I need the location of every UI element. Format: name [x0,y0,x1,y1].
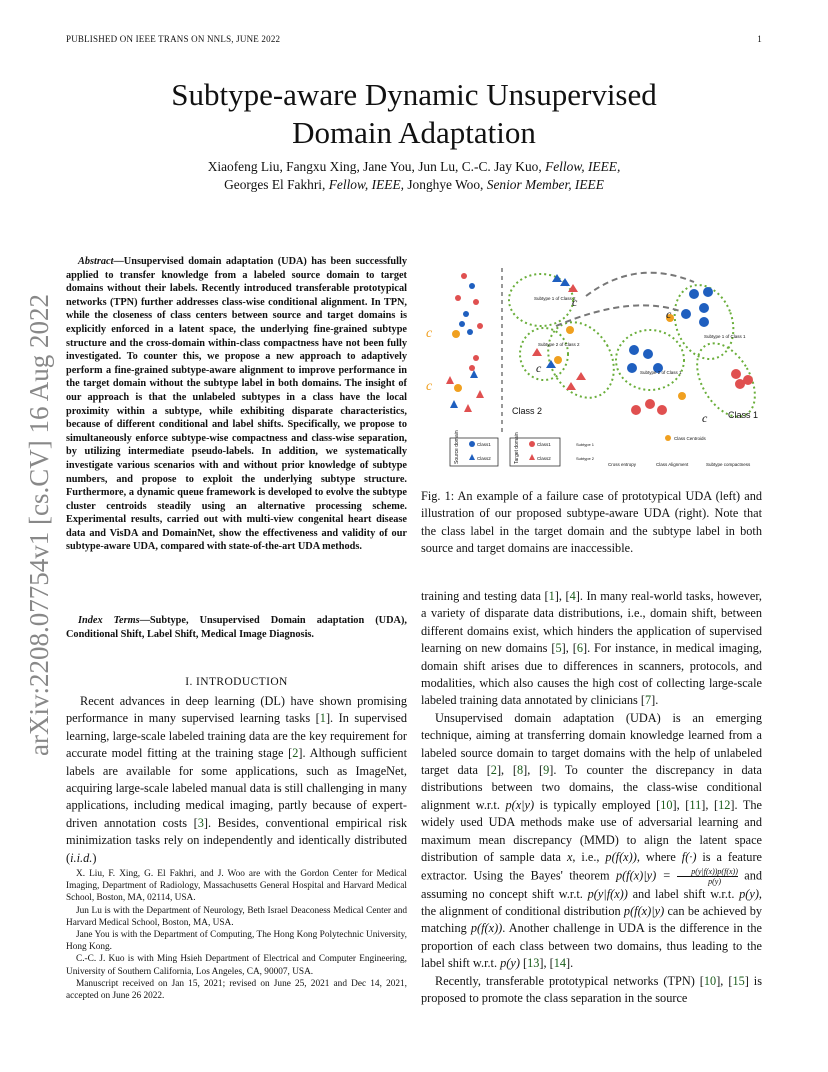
section-heading: I. INTRODUCTION [185,676,288,688]
legend-target-label: Target domain [514,432,520,464]
legend-cross-entropy-label: Cross entropy [608,462,637,467]
arxiv-stamp-svg [12,278,58,758]
class1-label: Class 1 [728,410,759,420]
footnote: Manuscript received on Jan 15, 2021; revised on June 25, 2021 and Dec 14, 2021, accepted on June 26 2022. [66,978,407,1002]
abstract [66,255,407,554]
citation-link[interactable]: 14 [553,956,567,971]
author-title: Senior Member, IEEE [486,177,604,192]
figure-illustration [426,262,766,474]
figure-caption: Fig. 1: An example of a failure case of prototypical UDA (left) and illustration of our proposed subtype-aware UDA (right). Note that the class label in the target domain and the subtype label in both source and target domains are inaccessible. [421,489,762,556]
authors-line-2b: Jonghye Woo, [407,177,484,192]
citation-link[interactable]: 15 [732,973,745,988]
arxiv-id-text: arXiv:2208.07754v1 [cs.CV] 16 Aug 2022 [24,294,54,756]
subtype-label: Subtype 1 of Class 1 [704,334,746,339]
abstract-text: —Unsupervised domain adaptation (UDA) has been successfully applied to transfer knowledge from a labeled source domain to target domains without their labels. Recently introduced transferable prototypical networks (TPN) further addresses class-wise conditional alignment. In TPN, while the closeness of class centers between source and target domains is explicitly enforced in a latent space, the underlying fine-grained subtype structure and the cross-domain within-class compactness have not been fully investigated. To counter this, we propose a new approach to adaptively perform a fine-grained subtype-aware alignment to improve performance in the target domain without the subtype label in both domains. The insight of our approach is that the unlabeled subtypes in a class have the local proximity within a subtype, while exhibiting disparate characteristics, because of different conditional and label shifts. Specifically, we propose to simultaneously enforce subtype-wise compactness and class-wise separation, by utilizing intermediate pseudo-labels. In addition, we systematically investigate various scenarios with and without prior knowledge of subtype numbers, and propose to exploit the underlying subtype structure. Furthermore, a dynamic queue framework is developed to evolve the subtype cluster centroids steadily using an alternative processing scheme. Experimental results, carried out with multi-view congenital heart disease data and VisDA and DomainNet, show the effectiveness and validity of our subtype-aware UDA, compared with state-of-the-art UDA methods. [66,256,407,553]
subtype-label: Subtype 2 of Class 1 [640,370,682,375]
citation-link[interactable]: 1 [319,711,326,726]
citation-link[interactable]: 13 [527,956,540,971]
citation-link[interactable]: 1 [548,589,555,603]
author-title: Fellow, IEEE, [328,177,404,192]
legend-subtype1-label: Subtype 1 [576,442,595,447]
legend-centroid-label: Class Centroids [674,436,706,441]
subtype-label: Subtype 1 of Class 2 [534,296,576,301]
legend-class1-label: Class1 [537,442,551,447]
svg-text:c: c [536,361,542,375]
author-list [66,158,762,194]
index-terms [66,614,407,641]
legend-subtype2-label: Subtype 2 [576,456,595,461]
citation-link[interactable]: 3 [197,815,204,830]
citation-link[interactable]: 10 [703,973,717,988]
legend-class-alignment-label: Class Alignment [656,462,689,467]
class2-label: Class 2 [512,406,543,416]
title-line-1: Subtype-aware Dynamic Unsupervised [171,77,657,112]
running-header [66,34,762,44]
citation-link[interactable]: 2 [292,746,299,761]
paper-title [66,76,762,152]
citation-link[interactable]: 2 [490,763,497,778]
svg-text:c: c [702,411,708,425]
right-column-text: training and testing data [1], [4]. In many real-world tasks, however, a variety of disparate data distributions, i.e., domain shift, between different domains exist, which hinders the application of supervised learning on new domains [5], [6]. For instance, in medical imaging, domain shift arises due to differences in scanners, protocols, and modalities, which also causes the high cost of collecting large-scale labeled training data annotated by clinicians [7]. Unsupervised domain adaptation (UDA) is an emerging technique, aiming at transferring domain knowledge learned from a labeled source domain to target domains with the help of unlabeled target data [2], [8], [9]. To counter the discrepancy in data distributions between two domains, the class-wise conditional alignment w.r.t. p(x|y) is typically employed [10], [11], [12]. The widely used UDA methods make use of adversarial learning and maximum mean discrepancy (MMD) to align the latent space distribution of sample data x, i.e., p(f(x)), where f(·) is a feature extractor. Using the Bayes' theorem p(f(x)|y) = $\frac{p(y|f(x))p(f(x))}{p(y)}$ and assuming no concept shift w.r.t. p(y|f(x)) and label shift w.r.t. p(y), the alignment of conditional distribution p(f(x)|y) can be achieved by matching p(f(x)). Another challenge in UDA is the difference in the proportion of each class between two domains, thus leading to the label shift w.r.t. p(y) [13], [14]. Recently, transferable prototypical networks (TPN) [10], [15] is proposed to promote the class separation in the source [421,589,763,1005]
abstract-label: Abstract [78,256,114,267]
footnote: X. Liu, F. Xing, G. El Fakhri, and J. Woo are with the Gordon Center for Medical Imaging, Department of Radiology, Massachusetts General Hospital and Harvard Medical School, Boston, MA, 02114, USA. [66,869,407,904]
figure-1 [426,262,766,474]
legend-class1-label: Class1 [477,442,491,447]
footnotes [66,868,407,1002]
citation-link[interactable]: 5 [555,641,562,656]
journal-header: PUBLISHED ON IEEE TRANS ON NNLS, JUNE 2022 [66,34,281,44]
legend-subtype-compactness-label: Subtype compactness [706,462,751,467]
author-title: Fellow, IEEE, [545,159,621,174]
citation-link[interactable]: 11 [689,797,702,812]
arxiv-stamp [12,278,58,758]
index-terms-label: Index Terms [78,615,140,626]
citation-link[interactable]: 6 [576,641,583,656]
citation-link[interactable]: 9 [543,763,550,778]
footnote: Jun Lu is with the Department of Neurology, Beth Israel Deaconess Medical Center and Harvard Medical School, Boston, MA, USA. [66,905,407,928]
citation-link[interactable]: 8 [516,763,524,778]
footnote: Jane You is with the Department of Computing, The Hong Kong Polytechnic University, Hong Kong. [66,930,407,953]
index-terms-text: —Subtype, Unsupervised Domain adaptation (UDA), Conditional Shift, Label Shift, Medical Image Diagnosis. [66,615,407,640]
subtype-label: Subtype 2 of Class 2 [538,342,580,347]
citation-link[interactable]: 7 [645,693,652,708]
footnote: C.-C. J. Kuo is with Ming Hsieh Department of Electrical and Computer Engineering, University of Southern California, Los Angeles, CA, 90007, USA. [66,954,407,977]
svg-text:c: c [426,379,433,394]
authors-line-2a: Georges El Fakhri, [224,177,326,192]
citation-link[interactable]: 12 [718,797,731,812]
citation-link[interactable]: 4 [569,589,576,603]
intro-paragraph: Recent advances in deep learning (DL) have shown promising performance in many supervised learning tasks [1]. In supervised learning, large-scale labeled training data are the key requirement for accurate model fitting at the training stage [2]. Although sufficient labels are available for some applications, such as ImageNet, acquiring large-scale labeled manual data is still challenging in many applications, including medical imaging, partly because of expert-driven annotation costs [3]. Besides, conventional empirical risk minimization tasks rely on independently and identically distributed (i.i.d.) [66,694,408,865]
svg-text:c: c [426,326,433,341]
title-line-2: Domain Adaptation [292,115,536,150]
authors-line-1: Xiaofeng Liu, Fangxu Xing, Jane You, Jun Lu, C.-C. Jay Kuo, [207,159,542,174]
legend-source-label: Source domain [454,430,460,464]
citation-link[interactable]: 10 [660,797,673,812]
legend-class2-label: Class2 [537,456,551,461]
svg-text:c: c [666,307,672,321]
page-number: 1 [757,34,762,44]
svg-text:c: c [572,295,578,309]
legend-class2-label: Class2 [477,456,491,461]
